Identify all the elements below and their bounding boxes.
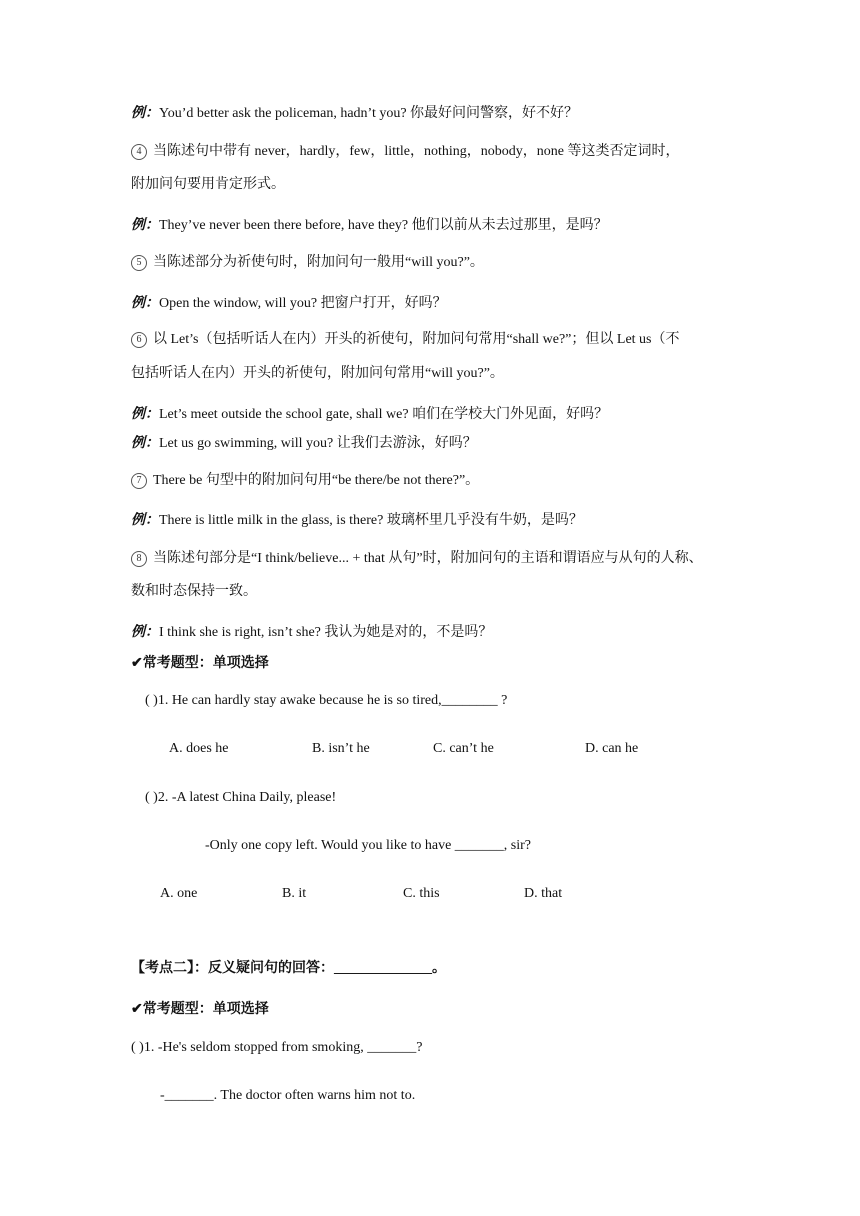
example-line <box>131 405 608 425</box>
rule-number: 5 <box>131 255 147 271</box>
option-c[interactable]: C. this <box>403 886 440 901</box>
question-dialogue-line: -Only one copy left. Would you like to have _______, sir? <box>205 838 531 853</box>
section-heading: ✔常考题型：单项选择 <box>131 1002 269 1017</box>
option-d[interactable]: D. that <box>524 886 563 901</box>
rule-number: 6 <box>131 332 147 348</box>
example-tag: 例： <box>131 218 159 233</box>
example-text: There is little milk in the glass, is there? 玻璃杯里几乎没有牛奶，是吗？ <box>159 513 583 528</box>
example-text: You’d better ask the policeman, hadn’t you? 你最好问问警察，好不好？ <box>159 106 579 121</box>
rule-text: 当陈述句部分是“I think/believe... + that 从句”时，附加问句的主语和谓语应与从句的人称、 <box>153 551 703 566</box>
example-line <box>131 623 492 643</box>
section-title: 【考点二】：反义疑问句的回答：______________。 <box>131 961 446 976</box>
example-line <box>131 104 578 124</box>
rule-text: 当陈述部分为祈使句时，附加问句一般用“will you?”。 <box>153 255 484 270</box>
example-tag: 例： <box>131 106 159 121</box>
question-dialogue-line: -_______. The doctor often warns him not to. <box>160 1088 416 1103</box>
rule-number: 4 <box>131 144 147 160</box>
rule-8-line-1 <box>131 549 703 569</box>
example-text: Let’s meet outside the school gate, shall we? 咱们在学校大门外见面，好吗？ <box>159 407 609 422</box>
example-text: I think she is right, isn’t she? 我认为她是对的，不是吗？ <box>159 625 493 640</box>
example-tag: 例： <box>131 436 159 451</box>
option-a[interactable]: A. does he <box>169 741 229 756</box>
question-stem: ( )1. -He's seldom stopped from smoking, _______? <box>131 1040 423 1055</box>
rule-5-line-1 <box>131 253 484 273</box>
rule-number: 8 <box>131 551 147 567</box>
rule-4-line-2: 附加问句要用肯定形式。 <box>131 177 285 192</box>
example-line <box>131 216 608 236</box>
question-stem: ( )2. -A latest China Daily, please! <box>145 790 337 805</box>
example-text: Open the window, will you? 把窗户打开，好吗？ <box>159 296 447 311</box>
question-stem: ( )1. He can hardly stay awake because he is so tired,________ ? <box>145 693 508 708</box>
example-tag: 例： <box>131 407 159 422</box>
rule-6-line-2: 包括听话人在内）开头的祈使句，附加问句常用“will you?”。 <box>131 366 504 381</box>
example-tag: 例： <box>131 625 159 640</box>
rule-number: 7 <box>131 473 147 489</box>
rule-text: 当陈述句中带有 never，hardly，few，little，nothing，nobody，none 等这类否定词时， <box>153 144 680 159</box>
rule-4-line-1 <box>131 142 680 162</box>
rule-7-line-1 <box>131 471 479 491</box>
option-a[interactable]: A. one <box>160 886 198 901</box>
example-line <box>131 294 447 314</box>
rule-8-line-2: 数和时态保持一致。 <box>131 584 257 599</box>
example-tag: 例： <box>131 513 159 528</box>
rule-text: 以 Let’s（包括听话人在内）开头的祈使句，附加问句常用“shall we?”；但以 Let us（不 <box>153 332 680 347</box>
example-line <box>131 434 477 454</box>
option-d[interactable]: D. can he <box>585 741 639 756</box>
option-b[interactable]: B. it <box>282 886 307 901</box>
rule-6-line-1 <box>131 330 680 350</box>
option-b[interactable]: B. isn’t he <box>312 741 370 756</box>
example-text: Let us go swimming, will you? 让我们去游泳，好吗？ <box>159 436 477 451</box>
example-text: They’ve never been there before, have they? 他们以前从未去过那里，是吗？ <box>159 218 608 233</box>
section-heading: ✔常考题型：单项选择 <box>131 656 269 671</box>
rule-text: There be 句型中的附加问句用“be there/be not there?”。 <box>153 473 480 488</box>
example-line <box>131 511 583 531</box>
example-tag: 例： <box>131 296 159 311</box>
option-c[interactable]: C. can’t he <box>433 741 494 756</box>
